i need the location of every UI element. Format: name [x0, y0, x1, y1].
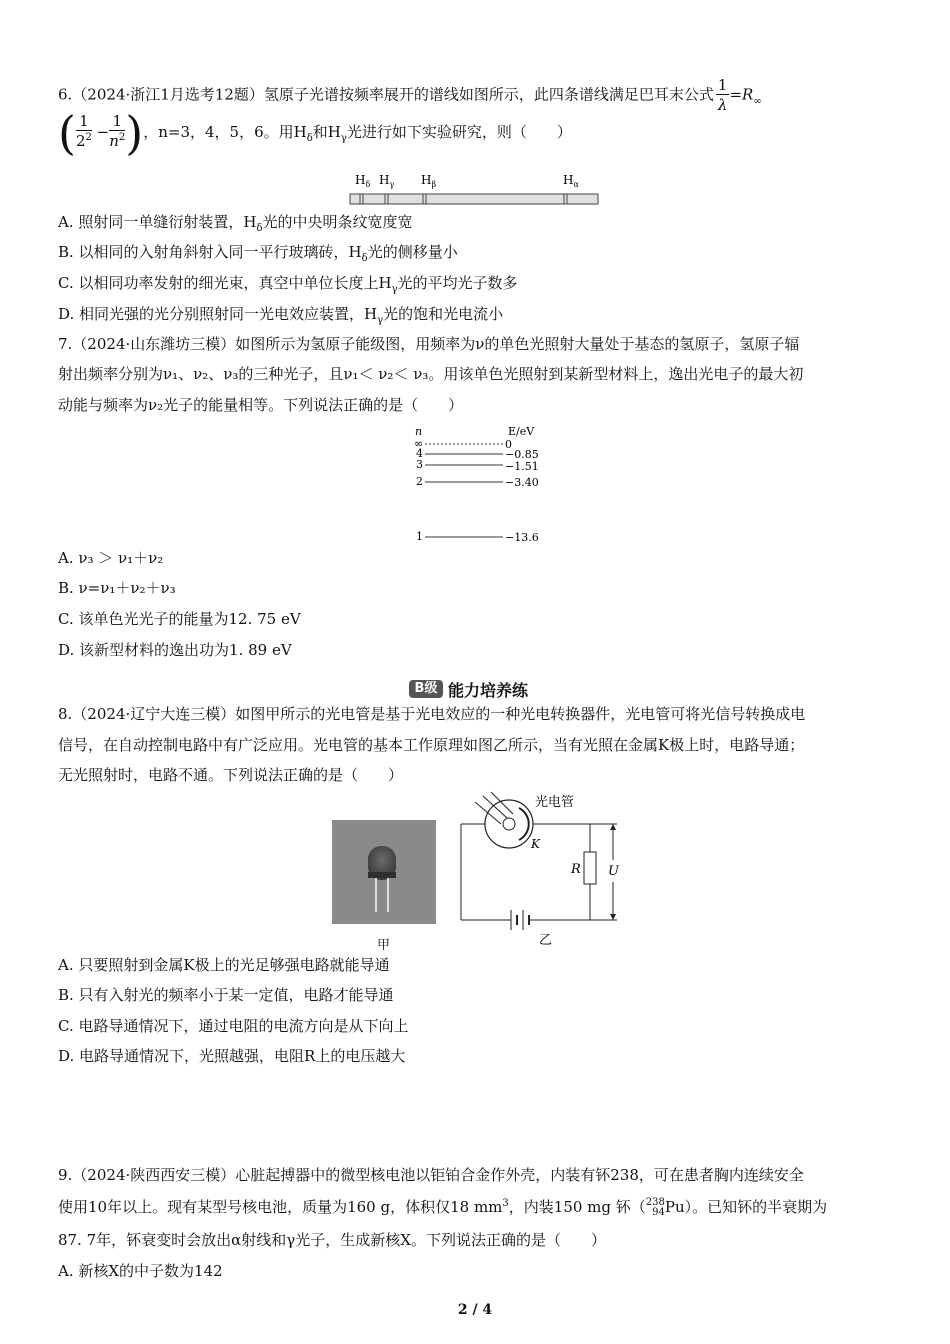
- resistor: [584, 852, 596, 884]
- light-ray-2: [491, 792, 513, 814]
- svg-text:4: 4: [416, 447, 423, 460]
- spectrum-bar: [350, 194, 598, 204]
- q8-option-c: C. 电路导通情况下，通过电阻的电流方向是从下向上: [58, 1017, 409, 1035]
- level-3: [416, 458, 539, 473]
- svg-text:−13.6: −13.6: [505, 531, 539, 544]
- level-inf: [414, 437, 512, 451]
- exp: 2: [118, 132, 126, 143]
- q6-stem-text: 6.（2024·浙江1月选考12题）氢原子光谱按频率展开的谱线如图所示，此四条谱线满足巴耳末公式: [58, 85, 714, 104]
- q8-option-d: D. 电路导通情况下，光照越强，电阻R上的电压越大: [58, 1047, 406, 1065]
- paren-open: (: [58, 106, 76, 160]
- q7-option-a: A. ν₃ ＞ ν₁＋ν₂: [58, 549, 164, 567]
- q8-option-a: A. 只要照射到金属K极上的光足够强电路就能导通: [58, 956, 390, 974]
- q6-option-b: B. 以相同的入射角斜射入同一平行玻璃砖，$H_\delta$光的侧移量小: [58, 243, 458, 264]
- cathode: [519, 808, 529, 840]
- u-arrowhead-up: [610, 824, 616, 830]
- q8-line1: 8.（2024·辽宁大连三模）如图甲所示的光电管是基于光电效应的一种光电转换器件，光电管可将光信号转换成电: [58, 705, 806, 723]
- e-axis-label: E/eV: [508, 425, 535, 438]
- q6-frac1: [76, 112, 92, 154]
- infinity-sub: ∞: [753, 95, 762, 107]
- label-h-delta: $H_\delta$: [355, 173, 371, 189]
- q8-option-b: B. 只有入射光的频率小于某一定值，电路才能导通: [58, 986, 394, 1004]
- level-2: [416, 475, 539, 489]
- sub: γ: [340, 133, 347, 144]
- phototube-photo: [332, 820, 436, 924]
- label-h-alpha: $H_\alpha$: [563, 173, 579, 189]
- svg-text:−1.51: −1.51: [505, 460, 539, 473]
- phototube-circuit: [455, 788, 635, 948]
- q9-option-a: A. 新核X的中子数为142: [58, 1262, 223, 1280]
- tube-label: 光电管: [535, 795, 575, 810]
- tube-circle: [485, 800, 533, 848]
- sub: δ: [306, 133, 313, 144]
- energy-level-diagram: [405, 422, 555, 547]
- q6-stem-2: ，n=3，4，5，6。用H: [143, 123, 307, 141]
- q6-option-c: C. 以相同功率发射的细光束，真空中单位长度上$H_\gamma$光的平均光子数多: [58, 274, 518, 295]
- fig-jia-caption: 甲: [377, 938, 391, 953]
- svg-text:3: 3: [416, 458, 423, 471]
- u-label: U: [608, 864, 619, 879]
- q7-line2: 射出频率分别为ν₁、ν₂、ν₃的三种光子，且ν₁＜ ν₂＜ ν₃。用该单色光照射到某新型材料上，逸出光电子的最大初: [58, 365, 804, 383]
- q9-line1: 9.（2024·陕西西安三模）心脏起搏器中的微型核电池以钜铂合金作外壳，内装有钚238，可在患者胸内连续安全: [58, 1166, 804, 1184]
- minus: −: [96, 123, 110, 141]
- frac-num: 1: [717, 76, 728, 94]
- q6-frac2: [109, 112, 125, 154]
- svg-text:∞: ∞: [414, 437, 424, 450]
- q9-line3: 87. 7年，钚衰变时会放出α射线和γ光子，生成新核X。下列说法正确的是（ ）: [58, 1231, 606, 1249]
- fig-yi-caption: 乙: [539, 933, 553, 948]
- svg-text:−3.40: −3.40: [505, 476, 539, 489]
- exp: 2: [85, 132, 92, 143]
- svg-text:0: 0: [505, 438, 512, 451]
- svg-text:2: 2: [416, 475, 423, 488]
- q7-line1: 7.（2024·山东潍坊三模）如图所示为氢原子能级图，用频率为ν的单色光照射大量处于基态的氢原子，氢原子辐: [58, 335, 800, 353]
- u-arrowhead-down: [610, 914, 616, 920]
- q6-option-a: A. 照射同一单缝衍射装置，$H_\delta$光的中央明条纹宽度宽: [58, 213, 413, 234]
- q6-stem-2b: 和H: [312, 123, 341, 141]
- frac-den: [716, 95, 730, 115]
- q8-line2: 信号，在自动控制电路中有广泛应用。光电管的基本工作原理如图乙所示，当有光照在金属K极上时，电路导通；: [58, 736, 805, 754]
- frac-den: [109, 131, 125, 154]
- anode: [503, 818, 515, 830]
- frac-num: 1: [76, 112, 92, 131]
- r-label: R: [571, 862, 581, 877]
- q9-line2a: 使用10年以上。现有某型号核电池，质量为160 g，体积仅18 mm: [58, 1198, 503, 1216]
- q7-option-d: D. 该新型材料的逸出功为1. 89 eV: [58, 641, 292, 659]
- q6-stem-line2: [58, 106, 572, 160]
- svg-text:−0.85: −0.85: [505, 448, 539, 461]
- lambda: λ: [717, 96, 728, 114]
- spectrum-diagram: [345, 168, 605, 208]
- q6-formula-lhs: [716, 76, 730, 115]
- equals: =: [729, 85, 743, 104]
- phototube-image: [332, 820, 436, 924]
- q9-line2c: ）。已知钚的半衰期为: [684, 1198, 828, 1216]
- q9-line2b: ，内装150 mg 钚（: [508, 1198, 646, 1216]
- n-axis-label: n: [415, 425, 423, 438]
- q7-option-b: B. ν=ν₁＋ν₂＋ν₃: [58, 579, 176, 597]
- section-badge: B级: [409, 680, 443, 698]
- svg-text:1: 1: [416, 530, 423, 543]
- section-title: 能力培养练: [448, 681, 529, 700]
- frac-num: 1: [109, 112, 125, 131]
- q8-line3: 无光照射时，电路不通。下列说法正确的是（ ）: [58, 766, 404, 784]
- q6-option-d: D. 相同光强的光分别照射同一光电效应装置，$H_\gamma$光的饱和光电流小: [58, 305, 504, 326]
- level-4: [416, 447, 539, 461]
- pu-z: 94: [652, 1207, 665, 1218]
- k-label: K: [531, 837, 540, 851]
- rydberg-r: R: [742, 85, 754, 104]
- q9-line2: [58, 1197, 827, 1220]
- den: 2: [75, 132, 86, 150]
- mm3-exp: 3: [502, 1198, 509, 1209]
- label-h-gamma: $H_\gamma$: [379, 173, 395, 189]
- q7-option-c: C. 该单色光光子的能量为12. 75 eV: [58, 610, 301, 628]
- pu-symbol: Pu: [664, 1198, 685, 1216]
- level-1: [416, 530, 539, 544]
- page-number: 2 / 4: [457, 1302, 493, 1318]
- label-h-beta: $H_\beta$: [421, 173, 437, 189]
- q7-line3: 动能与频率为ν₂光子的能量相等。下列说法正确的是（ ）: [58, 396, 464, 414]
- frac-den: [76, 131, 92, 154]
- paren-close: ): [125, 106, 144, 160]
- den: n: [109, 132, 119, 150]
- light-ray-3: [475, 802, 501, 824]
- q6-stem-2c: 光进行如下实验研究，则（ ）: [346, 123, 572, 141]
- pu-nuclide-numbers: [646, 1198, 665, 1218]
- pu-mass: 238: [645, 1197, 665, 1208]
